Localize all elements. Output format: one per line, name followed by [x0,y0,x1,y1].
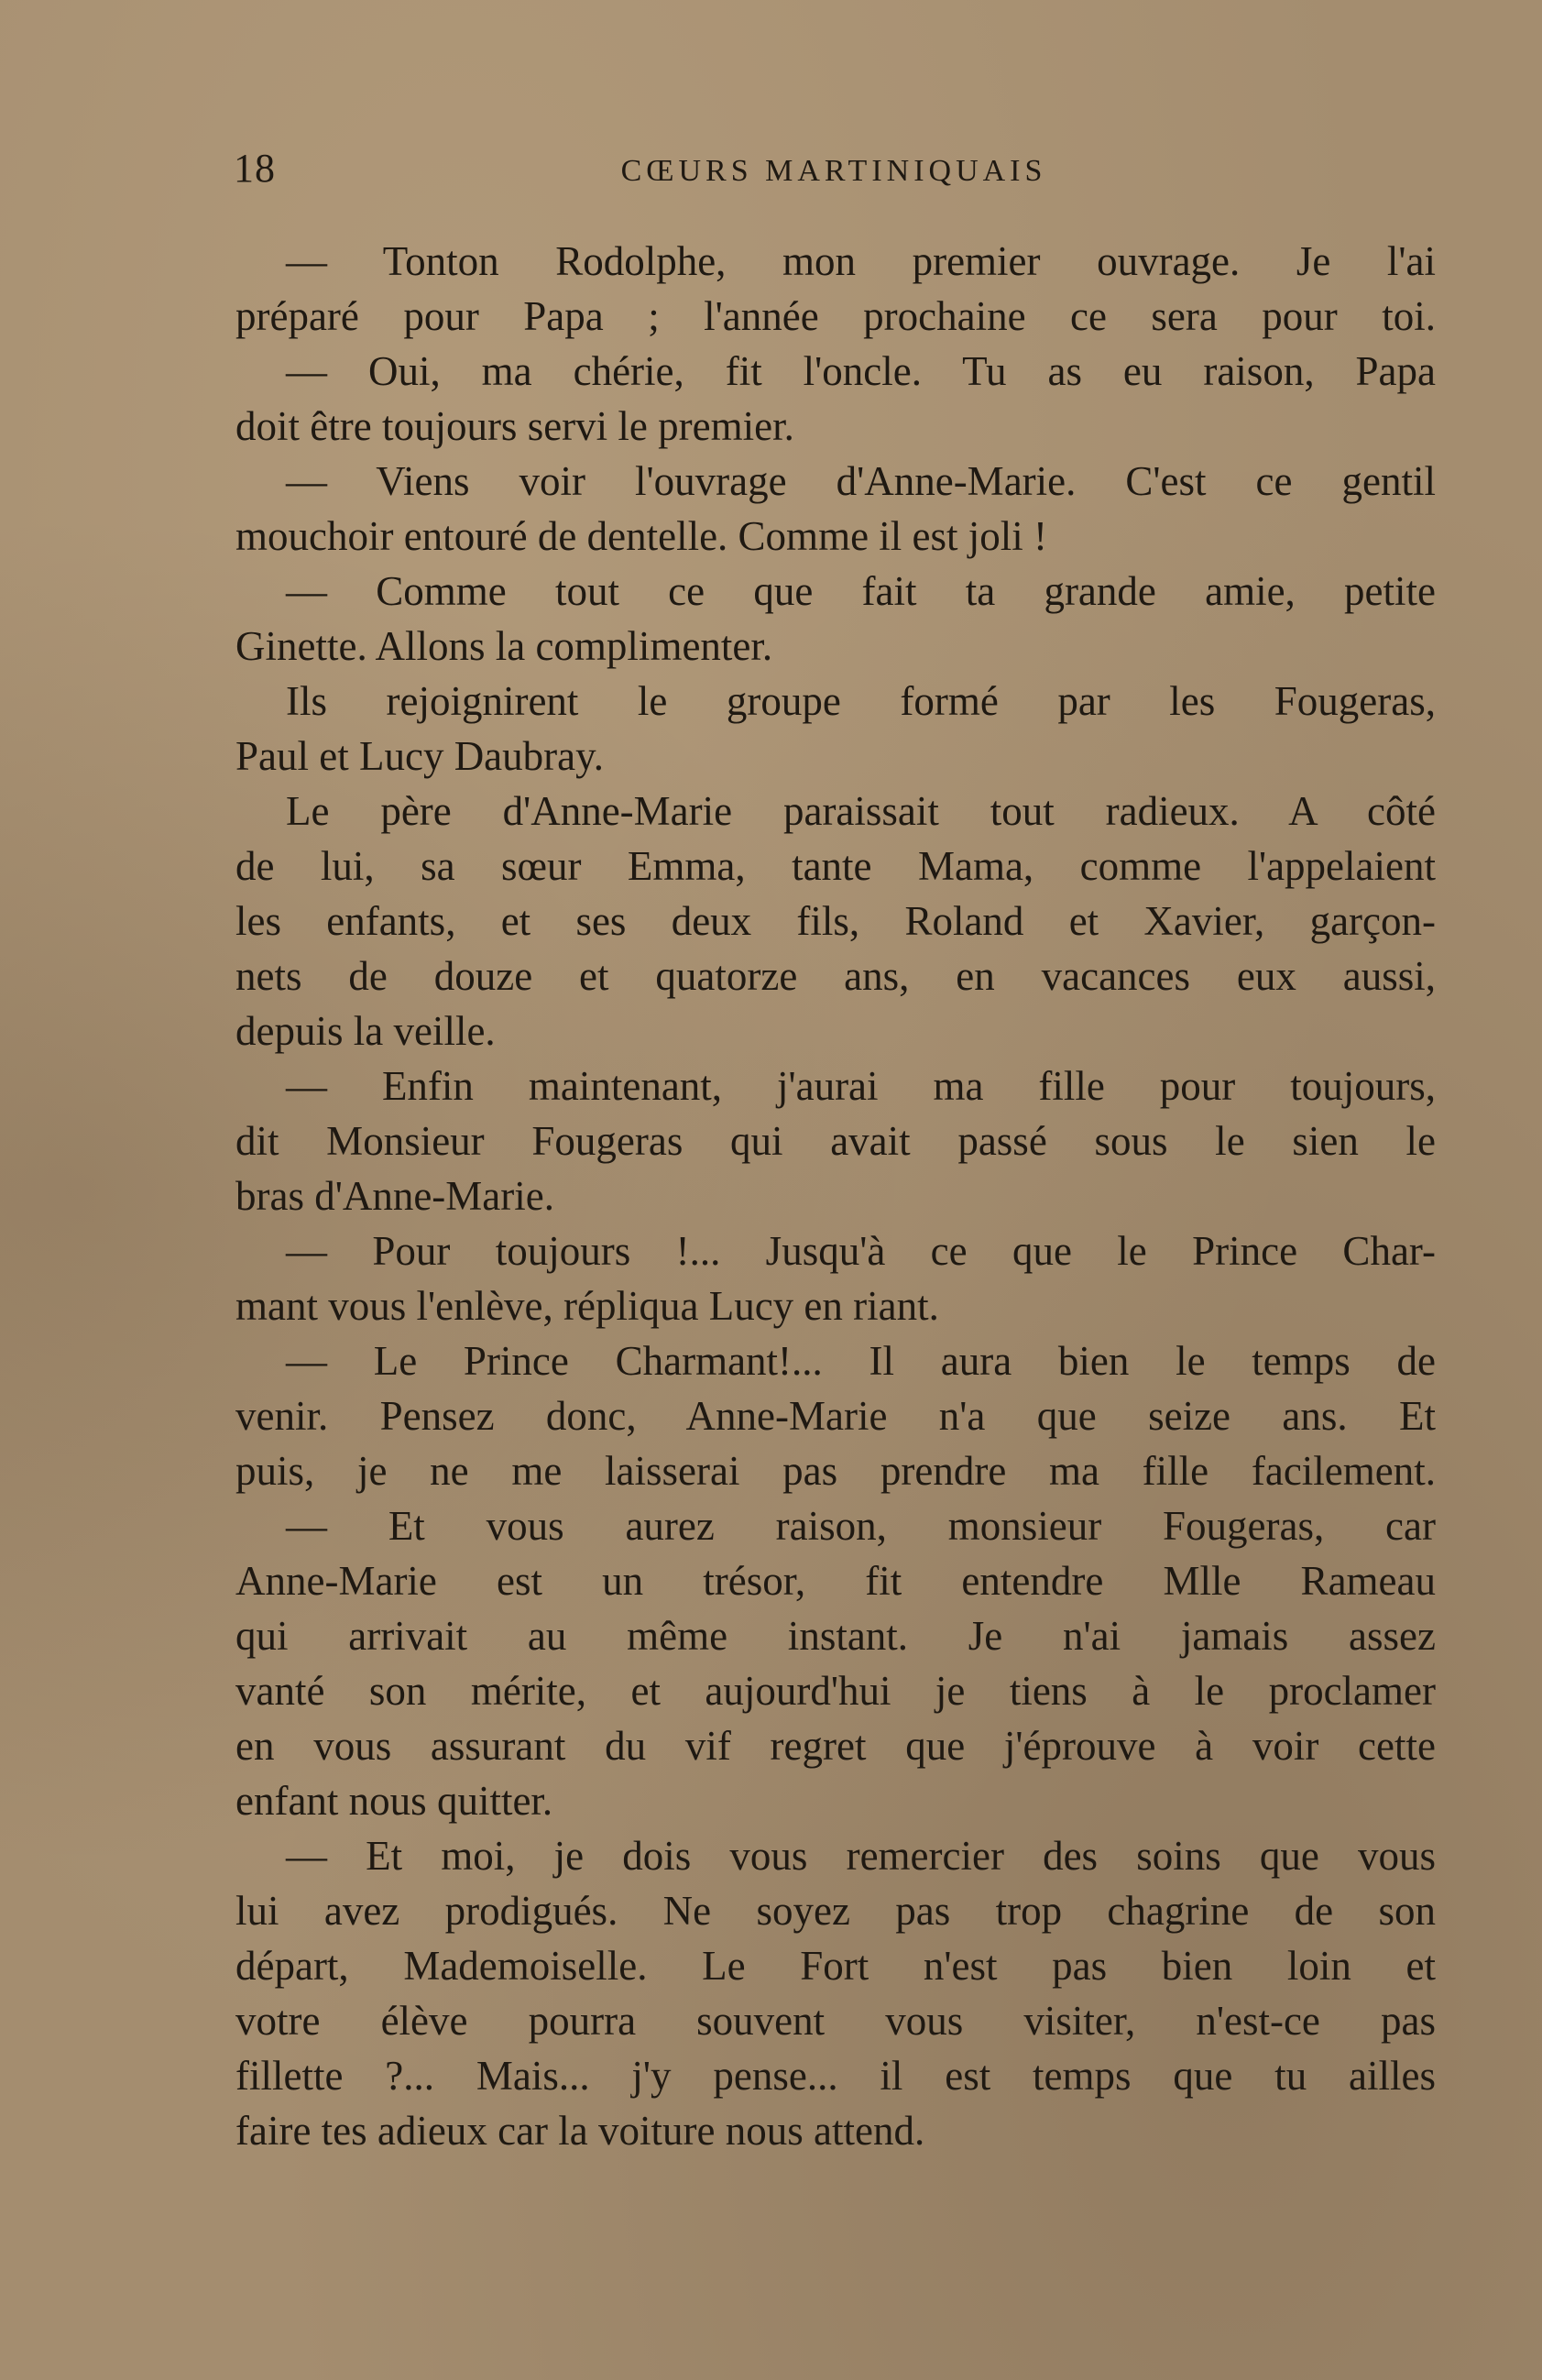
text-line: — Pour toujours !... Jusqu'à ce que le Prince Char- [286,1228,1436,1274]
text-line: lui avez prodigués. Ne soyez pas trop chagrine de son [235,1888,1436,1934]
text-line: — Et moi, je dois vous remercier des soins que vous [286,1833,1436,1879]
text-line: — Enfin maintenant, j'aurai ma fille pour toujours, [286,1063,1436,1109]
text-line: doit être toujours servi le premier. [235,403,794,449]
text-line: Anne-Marie est un trésor, fit entendre Mlle Rameau [235,1558,1436,1604]
text-line: bras d'Anne-Marie. [235,1173,554,1219]
text-line: fillette ?... Mais... j'y pense... il est temps que tu ailles [235,2053,1436,2099]
text-line: mant vous l'enlève, répliqua Lucy en riant. [235,1283,939,1329]
text-line: en vous assurant du vif regret que j'éprouve à voir cette [235,1723,1436,1769]
text-line: — Viens voir l'ouvrage d'Anne-Marie. C'est ce gentil [286,458,1436,504]
page-header [234,145,1434,200]
text-line: Ginette. Allons la complimenter. [235,623,773,669]
body-text [235,234,1436,2158]
running-title: CŒURS MARTINIQUAIS [620,154,1047,188]
text-line: dit Monsieur Fougeras qui avait passé sous le sien le [235,1118,1436,1164]
text-line: depuis la veille. [235,1008,496,1054]
text-line: Le père d'Anne-Marie paraissait tout radieux. A côté [286,788,1436,834]
text-line: enfant nous quitter. [235,1778,553,1824]
text-line: de lui, sa sœur Emma, tante Mama, comme l'appelaient [235,843,1436,889]
text-line: nets de douze et quatorze ans, en vacances eux aussi, [235,953,1436,999]
text-line: mouchoir entouré de dentelle. Comme il est joli ! [235,513,1048,559]
text-line: Ils rejoignirent le groupe formé par les Fougeras, [286,678,1436,724]
text-line: puis, je ne me laisserai pas prendre ma fille facilement. [235,1448,1436,1494]
text-line: — Comme tout ce que fait ta grande amie, petite [286,568,1436,614]
text-line: — Tonton Rodolphe, mon premier ouvrage. Je l'ai [286,238,1436,284]
text-line: vanté son mérite, et aujourd'hui je tiens à le proclamer [235,1668,1436,1714]
text-line: votre élève pourra souvent vous visiter, n'est-ce pas [235,1998,1436,2044]
text-line: Paul et Lucy Daubray. [235,733,604,779]
text-line: départ, Mademoiselle. Le Fort n'est pas bien loin et [235,1943,1436,1989]
text-line: préparé pour Papa ; l'année prochaine ce sera pour toi. [235,293,1436,339]
page-number: 18 [234,146,276,191]
text-line: faire tes adieux car la voiture nous attend. [235,2108,925,2154]
text-line: qui arrivait au même instant. Je n'ai jamais assez [235,1613,1436,1659]
text-line: — Le Prince Charmant!... Il aura bien le temps de [286,1338,1436,1384]
text-line: — Oui, ma chérie, fit l'oncle. Tu as eu raison, Papa [286,348,1436,394]
text-line: venir. Pensez donc, Anne-Marie n'a que seize ans. Et [235,1393,1436,1439]
text-line: — Et vous aurez raison, monsieur Fougeras, car [286,1503,1436,1549]
text-line: les enfants, et ses deux fils, Roland et Xavier, garçon- [235,898,1436,944]
